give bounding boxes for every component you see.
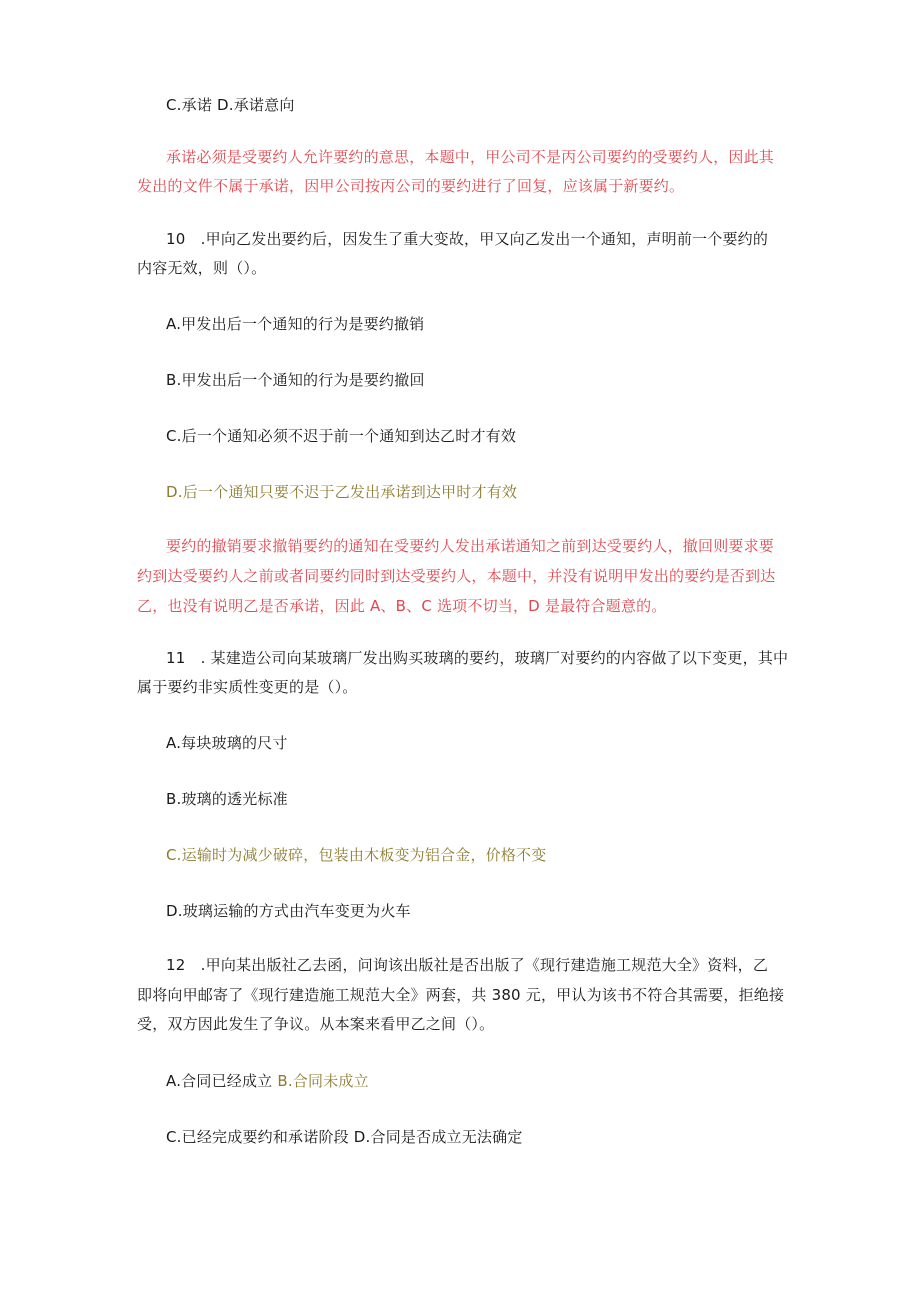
q12-option-a: A.合同已经成立 xyxy=(166,1072,273,1090)
q11-stem-line-2: 属于要约非实质性变更的是（）。 xyxy=(137,678,358,696)
q11-option-d: D.玻璃运输的方式由汽车变更为火车 xyxy=(166,902,411,920)
q11-option-b: B.玻璃的透光标准 xyxy=(166,790,288,808)
q10-option-a: A.甲发出后一个通知的行为是要约撤销 xyxy=(166,315,425,333)
q10-option-c: C.后一个通知必须不迟于前一个通知到达乙时才有效 xyxy=(166,427,517,445)
q10-option-b: B.甲发出后一个通知的行为是要约撤回 xyxy=(166,371,425,389)
q10-explanation-line-2: 约到达受要约人之前或者同要约同时到达受要约人，本题中，并没有说明甲发出的要约是否到达 xyxy=(137,567,776,585)
q10-option-d-answer: D.后一个通知只要不迟于乙发出承诺到达甲时才有效 xyxy=(166,483,518,501)
q12-option-b-answer: B.合同未成立 xyxy=(277,1072,369,1090)
q10-stem-line-1: 10 .甲向乙发出要约后，因发生了重大变故，甲又向乙发出一个通知，声明前一个要约的 xyxy=(166,230,769,248)
q10-explanation-line-3: 乙，也没有说明乙是否承诺，因此 A、B、C 选项不切当，D 是最符合题意的。 xyxy=(137,597,667,615)
q12-options-cd: C.已经完成要约和承诺阶段 D.合同是否成立无法确定 xyxy=(166,1128,523,1146)
q12-stem-line-3: 受，双方因此发生了争议。从本案来看甲乙之间（）。 xyxy=(137,1015,495,1033)
q9-explanation-line-2: 发出的文件不属于承诺，因甲公司按丙公司的要约进行了回复，应该属于新要约。 xyxy=(137,177,685,195)
q12-stem-line-1: 12 .甲向某出版社乙去函，问询该出版社是否出版了《现行建造施工规范大全》资料，乙 xyxy=(166,956,769,974)
q11-option-a: A.每块玻璃的尺寸 xyxy=(166,734,288,752)
q11-stem-line-1: 11 . 某建造公司向某玻璃厂发出购买玻璃的要约，玻璃厂对要约的内容做了以下变更，其中 xyxy=(166,649,789,667)
q12-stem-line-2: 即将向甲邮寄了《现行建造施工规范大全》两套，共 380 元，甲认为该书不符合其需要，拒绝接 xyxy=(137,986,785,1004)
q10-stem-line-2: 内容无效，则（）。 xyxy=(137,259,267,277)
q9-explanation-line-1: 承诺必须是受要约人允许要约的意思，本题中，甲公司不是丙公司要约的受要约人，因此其 xyxy=(166,148,775,166)
q9-options-cd: C.承诺 D.承诺意向 xyxy=(166,96,295,114)
q11-option-c-answer: C.运输时为减少破碎，包装由木板变为铝合金，价格不变 xyxy=(166,846,547,864)
q12-options-ab xyxy=(166,1071,369,1091)
q10-explanation-line-1: 要约的撤销要求撤销要约的通知在受要约人发出承诺通知之前到达受要约人，撤回则要求要 xyxy=(166,537,775,555)
